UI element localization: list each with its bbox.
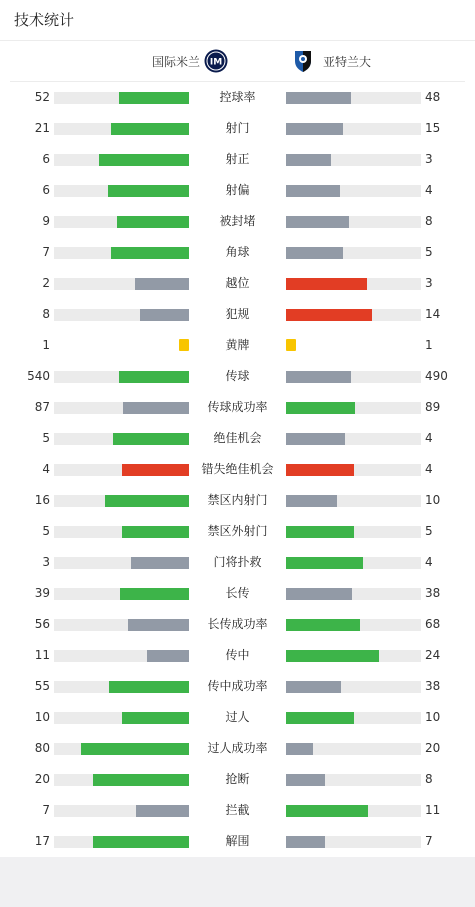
away-value: 7 xyxy=(425,834,433,848)
away-bar-track xyxy=(286,681,421,693)
stat-label: 绝佳机会 xyxy=(213,431,262,445)
stat-label: 控球率 xyxy=(219,90,256,104)
home-bar-fill xyxy=(111,247,189,259)
home-value: 540 xyxy=(27,369,50,383)
away-value: 3 xyxy=(425,276,433,290)
home-bar-track xyxy=(54,836,189,848)
page-title: 技术统计 xyxy=(0,0,475,41)
home-bar-track xyxy=(54,588,189,600)
stat-row xyxy=(0,764,475,795)
home-bar-fill xyxy=(93,774,189,786)
stat-label: 禁区内射门 xyxy=(207,493,268,507)
teams-header xyxy=(10,41,465,82)
away-bar-fill xyxy=(286,743,313,755)
stat-row xyxy=(0,175,475,206)
away-bar-fill xyxy=(286,681,341,693)
home-value: 6 xyxy=(42,183,50,197)
away-bar-fill xyxy=(286,557,363,569)
away-value: 10 xyxy=(425,710,441,724)
away-bar-fill xyxy=(286,495,337,507)
stat-row xyxy=(0,392,475,423)
away-bar-fill xyxy=(286,805,368,817)
home-value: 16 xyxy=(34,493,50,507)
away-value: 4 xyxy=(425,183,433,197)
home-value: 9 xyxy=(42,214,50,228)
home-bar-track xyxy=(54,743,189,755)
home-team-name: 国际米兰 xyxy=(151,54,200,69)
stat-label: 解围 xyxy=(225,834,250,848)
home-value: 4 xyxy=(42,462,50,476)
stat-row xyxy=(0,299,475,330)
stat-row xyxy=(0,423,475,454)
stat-label: 过人成功率 xyxy=(207,741,268,755)
home-value: 1 xyxy=(42,338,50,352)
stat-row xyxy=(0,206,475,237)
away-bar-fill xyxy=(286,278,367,290)
away-bar-track xyxy=(286,247,421,259)
stat-label: 传中成功率 xyxy=(207,679,268,693)
home-bar-fill xyxy=(93,836,189,848)
home-bar-fill xyxy=(136,805,189,817)
home-bar-track xyxy=(54,495,189,507)
atalanta-logo-icon xyxy=(293,49,317,73)
home-value: 56 xyxy=(34,617,50,631)
away-value: 4 xyxy=(425,462,433,476)
stat-row xyxy=(0,516,475,547)
away-bar-track xyxy=(286,743,421,755)
away-value: 68 xyxy=(425,617,441,631)
away-bar-track xyxy=(286,92,421,104)
away-bar-fill xyxy=(286,247,343,259)
home-value: 39 xyxy=(34,586,50,600)
stat-label: 传中 xyxy=(225,648,250,662)
away-value: 5 xyxy=(425,524,433,538)
away-bar-fill xyxy=(286,712,354,724)
away-bar-track xyxy=(286,650,421,662)
stat-label: 被封堵 xyxy=(219,214,256,228)
home-bar-fill xyxy=(123,402,189,414)
away-bar-fill xyxy=(286,185,340,197)
stat-row xyxy=(0,795,475,826)
away-value: 48 xyxy=(425,90,441,104)
away-bar-track xyxy=(286,154,421,166)
away-bar-track xyxy=(286,464,421,476)
yellow-card-icon xyxy=(286,339,296,351)
home-team[interactable] xyxy=(152,49,228,73)
stat-row xyxy=(0,113,475,144)
away-value: 14 xyxy=(425,307,441,321)
home-value: 21 xyxy=(34,121,50,135)
home-value: 2 xyxy=(42,276,50,290)
away-team[interactable] xyxy=(293,49,371,73)
away-bar-fill xyxy=(286,123,343,135)
home-bar-fill xyxy=(120,588,189,600)
stat-label: 犯规 xyxy=(225,307,250,321)
away-bar-fill xyxy=(286,433,345,445)
home-bar-fill xyxy=(122,464,190,476)
yellow-card-icon xyxy=(179,339,189,351)
away-value: 490 xyxy=(425,369,448,383)
away-bar-track xyxy=(286,402,421,414)
home-value: 52 xyxy=(34,90,50,104)
stat-label: 禁区外射门 xyxy=(207,524,268,538)
stat-row xyxy=(0,733,475,764)
away-bar-track xyxy=(286,557,421,569)
away-bar-fill xyxy=(286,216,349,228)
home-value: 7 xyxy=(42,245,50,259)
away-bar-track xyxy=(286,123,421,135)
home-bar-track xyxy=(54,278,189,290)
away-bar-track xyxy=(286,278,421,290)
stat-row xyxy=(0,609,475,640)
home-bar-track xyxy=(54,464,189,476)
home-bar-fill xyxy=(81,743,189,755)
away-value: 4 xyxy=(425,431,433,445)
away-value: 3 xyxy=(425,152,433,166)
home-value: 3 xyxy=(42,555,50,569)
stat-row xyxy=(0,454,475,485)
home-bar-track xyxy=(54,92,189,104)
stat-label: 抢断 xyxy=(225,772,250,786)
stat-row xyxy=(0,826,475,857)
away-bar-track xyxy=(286,712,421,724)
home-bar-fill xyxy=(108,185,189,197)
away-bar-fill xyxy=(286,92,351,104)
away-bar-track xyxy=(286,526,421,538)
away-bar-fill xyxy=(286,836,325,848)
stat-row xyxy=(0,268,475,299)
away-bar-track xyxy=(286,216,421,228)
away-bar-fill xyxy=(286,154,331,166)
away-value: 10 xyxy=(425,493,441,507)
away-bar-fill xyxy=(286,464,354,476)
home-bar-track xyxy=(54,402,189,414)
home-value: 7 xyxy=(42,803,50,817)
stat-label: 过人 xyxy=(225,710,250,724)
away-bar-fill xyxy=(286,309,372,321)
home-bar-track xyxy=(54,681,189,693)
home-value: 10 xyxy=(34,710,50,724)
stat-row xyxy=(0,578,475,609)
away-bar-track xyxy=(286,495,421,507)
home-bar-track xyxy=(54,557,189,569)
stat-label: 长传 xyxy=(225,586,250,600)
home-bar-track xyxy=(54,309,189,321)
stats-list xyxy=(0,82,475,857)
away-bar-track xyxy=(286,805,421,817)
home-bar-fill xyxy=(111,123,189,135)
away-bar-track xyxy=(286,309,421,321)
stat-label: 门将扑救 xyxy=(213,555,262,569)
away-bar-fill xyxy=(286,774,325,786)
home-value: 8 xyxy=(42,307,50,321)
away-bar-track xyxy=(286,619,421,631)
away-value: 4 xyxy=(425,555,433,569)
away-bar-fill xyxy=(286,588,352,600)
stat-label: 黄牌 xyxy=(225,338,250,352)
home-bar-track xyxy=(54,774,189,786)
stat-row xyxy=(0,640,475,671)
stat-label: 射偏 xyxy=(225,183,250,197)
home-bar-fill xyxy=(122,526,190,538)
stat-label: 长传成功率 xyxy=(207,617,268,631)
home-bar-track xyxy=(54,619,189,631)
home-bar-fill xyxy=(99,154,189,166)
stat-row xyxy=(0,361,475,392)
home-bar-fill xyxy=(131,557,189,569)
home-bar-track xyxy=(54,371,189,383)
away-bar-track xyxy=(286,588,421,600)
home-value: 55 xyxy=(34,679,50,693)
home-bar-fill xyxy=(109,681,189,693)
away-bar-fill xyxy=(286,371,351,383)
stat-label: 射正 xyxy=(225,152,250,166)
home-bar-fill xyxy=(119,371,189,383)
home-value: 5 xyxy=(42,431,50,445)
stat-row xyxy=(0,237,475,268)
away-value: 89 xyxy=(425,400,441,414)
home-value: 5 xyxy=(42,524,50,538)
home-value: 20 xyxy=(34,772,50,786)
stat-label: 传球 xyxy=(225,369,250,383)
away-bar-fill xyxy=(286,650,379,662)
home-bar-fill xyxy=(140,309,189,321)
away-bar-fill xyxy=(286,619,360,631)
away-value: 15 xyxy=(425,121,441,135)
home-bar-fill xyxy=(117,216,189,228)
home-value: 11 xyxy=(34,648,50,662)
home-bar-track xyxy=(54,247,189,259)
home-bar-track xyxy=(54,185,189,197)
away-value: 8 xyxy=(425,772,433,786)
stat-label: 角球 xyxy=(225,245,250,259)
svg-text:IM: IM xyxy=(209,57,223,68)
home-bar-fill xyxy=(128,619,189,631)
home-bar-fill xyxy=(147,650,189,662)
stat-row xyxy=(0,144,475,175)
home-bar-fill xyxy=(122,712,190,724)
away-bar-track xyxy=(286,433,421,445)
home-value: 87 xyxy=(34,400,50,414)
home-bar-fill xyxy=(135,278,189,290)
away-value: 38 xyxy=(425,679,441,693)
home-bar-track xyxy=(54,526,189,538)
home-bar-fill xyxy=(105,495,189,507)
home-bar-track xyxy=(54,805,189,817)
home-bar-track xyxy=(54,123,189,135)
away-value: 38 xyxy=(425,586,441,600)
away-value: 11 xyxy=(425,803,441,817)
away-team-name: 亚特兰大 xyxy=(323,54,372,69)
home-bar-track xyxy=(54,433,189,445)
stat-row xyxy=(0,671,475,702)
stat-row xyxy=(0,547,475,578)
away-value: 1 xyxy=(425,338,433,352)
away-bar-track xyxy=(286,185,421,197)
away-value: 8 xyxy=(425,214,433,228)
away-value: 24 xyxy=(425,648,441,662)
stat-label: 越位 xyxy=(225,276,250,290)
stat-label: 错失绝佳机会 xyxy=(201,462,274,476)
home-bar-track xyxy=(54,712,189,724)
stat-row xyxy=(0,82,475,113)
away-bar-fill xyxy=(286,526,354,538)
stat-row xyxy=(0,330,475,361)
home-bar-track xyxy=(54,154,189,166)
stat-label: 射门 xyxy=(225,121,250,135)
home-bar-track xyxy=(54,650,189,662)
away-bar-track xyxy=(286,371,421,383)
home-value: 80 xyxy=(34,741,50,755)
home-value: 17 xyxy=(34,834,50,848)
away-value: 20 xyxy=(425,741,441,755)
inter-milan-logo-icon xyxy=(204,49,228,73)
home-bar-fill xyxy=(119,92,189,104)
stat-label: 拦截 xyxy=(225,803,250,817)
stat-row xyxy=(0,485,475,516)
away-bar-track xyxy=(286,774,421,786)
stat-row xyxy=(0,702,475,733)
stat-label: 传球成功率 xyxy=(207,400,268,414)
away-value: 5 xyxy=(425,245,433,259)
home-bar-fill xyxy=(113,433,189,445)
home-bar-track xyxy=(54,216,189,228)
away-bar-fill xyxy=(286,402,355,414)
home-value: 6 xyxy=(42,152,50,166)
away-bar-track xyxy=(286,836,421,848)
